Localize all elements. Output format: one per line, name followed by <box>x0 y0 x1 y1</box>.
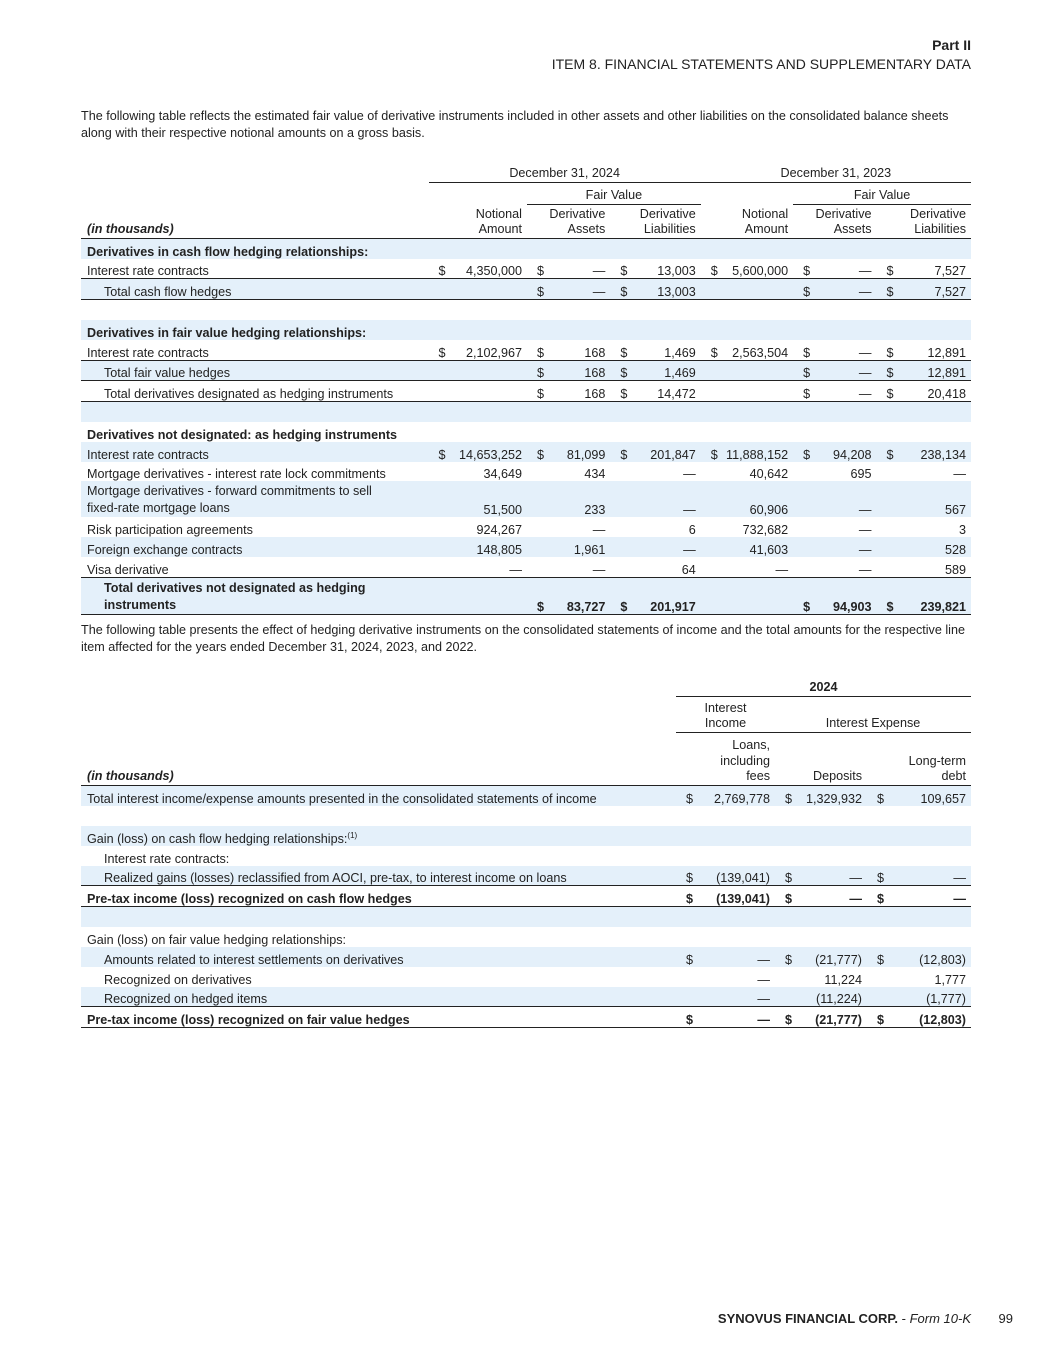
table-row: Recognized on derivatives — 11,224 1,777 <box>104 972 966 987</box>
part-heading: Part II <box>932 37 971 53</box>
table-row: Mortgage derivatives - forward commitments to sell fixed-rate mortgage loans 51,500 233 — 60,906 — 567 <box>81 481 971 517</box>
hedging-effect-table <box>81 676 971 1028</box>
interest-expense-header: Interest Expense <box>775 696 971 732</box>
table-row: Total derivatives designated as hedging instruments $ 168 $ 14,472 $ — $ 20,418 <box>81 381 971 402</box>
intro-paragraph-1: The following table reflects the estimated fair value of derivative instruments included in other assets and other liabilities on the consolidated balance sheets along with their respective notional amounts on a gross basis. <box>81 109 949 140</box>
table-row: Interest rate contracts: <box>104 851 230 866</box>
units-label: (in thousands) <box>81 204 429 238</box>
col-liabilities-2023: Derivative Liabilities <box>891 204 971 238</box>
page-number: 99 <box>998 1311 1013 1326</box>
table-row: Pre-tax income (loss) recognized on fair value hedges $ — $ (21,777) $ (12,803) <box>81 1007 971 1028</box>
table-row: Realized gains (losses) reclassified from AOCI, pre-tax, to interest income on loans $ (139,041) $ — $ — <box>81 866 971 886</box>
table-row: Interest rate contracts $ 14,653,252 $ 81,099 $ 201,847 $ 11,888,152 $ 94,208 $ 238,134 <box>81 442 971 462</box>
col-assets-2024: Derivative Assets <box>541 204 610 238</box>
table-row: Visa derivative — — 64 — — 589 <box>87 562 966 577</box>
col-deposits: Deposits <box>789 732 867 785</box>
col-long-term-debt: Long-term debt <box>881 732 971 785</box>
units-label: (in thousands) <box>81 732 676 785</box>
table-row: Foreign exchange contracts 148,805 1,961 — 41,603 — 528 <box>81 537 971 557</box>
intro-paragraph-2: The following table presents the effect of hedging derivative instruments on the consolidated statements of income and the total amounts for the respective line item affected for the years ended December 31, 2024, 2023, and 2022. <box>81 623 965 654</box>
col-notional-2024: Notional Amount <box>443 204 527 238</box>
table-row: Pre-tax income (loss) recognized on cash flow hedges $ (139,041) $ — $ — <box>81 886 971 907</box>
derivatives-fair-value-table <box>81 162 971 615</box>
table-row: Total interest income/expense amounts presented in the consolidated statements of income $ 2,769,778 $ 1,329,932 $ 109,657 <box>81 785 971 806</box>
table-row: Gain (loss) on fair value hedging relationships: <box>87 933 347 948</box>
table-row: Recognized on hedged items — (11,224) (1,777) <box>81 987 971 1007</box>
footer-form: Form 10-K <box>909 1311 971 1326</box>
section-header: Derivatives in fair value hedging relationships: <box>81 320 971 340</box>
interest-income-header: Interest Income <box>676 696 775 732</box>
table-row: Amounts related to interest settlements on derivatives $ — $ (21,777) $ (12,803) <box>81 947 971 967</box>
fair-value-header: Fair Value <box>527 182 701 204</box>
footer-company: SYNOVUS FINANCIAL CORP. <box>717 1311 899 1326</box>
section-header: Derivatives not designated: as hedging instruments <box>87 427 398 442</box>
col-notional-2023: Notional Amount <box>715 204 793 238</box>
col-liabilities-2024: Derivative Liabilities <box>624 204 700 238</box>
fair-value-header: Fair Value <box>793 182 971 204</box>
table-row: Mortgage derivatives - interest rate lock commitments 34,649 434 — 40,642 695 — <box>87 467 966 482</box>
table-row: Risk participation agreements 924,267 — 6 732,682 — 3 <box>87 523 966 538</box>
section-header: Derivatives in cash flow hedging relationships: <box>81 238 971 258</box>
period-2023-header: December 31, 2023 <box>701 162 971 182</box>
table-row: Total cash flow hedges $ — $ 13,003 $ — $ 7,527 <box>81 279 971 300</box>
period-2024-header: December 31, 2024 <box>429 162 701 182</box>
table-row: Total fair value hedges $ 168 $ 1,469 $ — $ 12,891 <box>81 360 971 381</box>
page-footer: SYNOVUS FINANCIAL CORP. - Form 10-K <box>717 1311 971 1326</box>
col-loans: Loans, including fees <box>696 732 775 785</box>
item-heading: ITEM 8. FINANCIAL STATEMENTS AND SUPPLEMENTARY DATA <box>551 56 971 72</box>
table-row: Total derivatives not designated as hedging instruments $ 83,727 $ 201,917 $ 94,903 $ 239,821 <box>81 577 971 614</box>
table-row: Gain (loss) on cash flow hedging relationships:$^{(1)}$ <box>81 826 971 846</box>
year-header: 2024 <box>676 676 971 696</box>
col-assets-2023: Derivative Assets <box>807 204 876 238</box>
table-row: Interest rate contracts $ 2,102,967 $ 168 $ 1,469 $ 2,563,504 $ — $ 12,891 <box>87 345 966 360</box>
table-row: Interest rate contracts $ 4,350,000 $ — $ 13,003 $ 5,600,000 $ — $ 7,527 <box>87 264 966 279</box>
